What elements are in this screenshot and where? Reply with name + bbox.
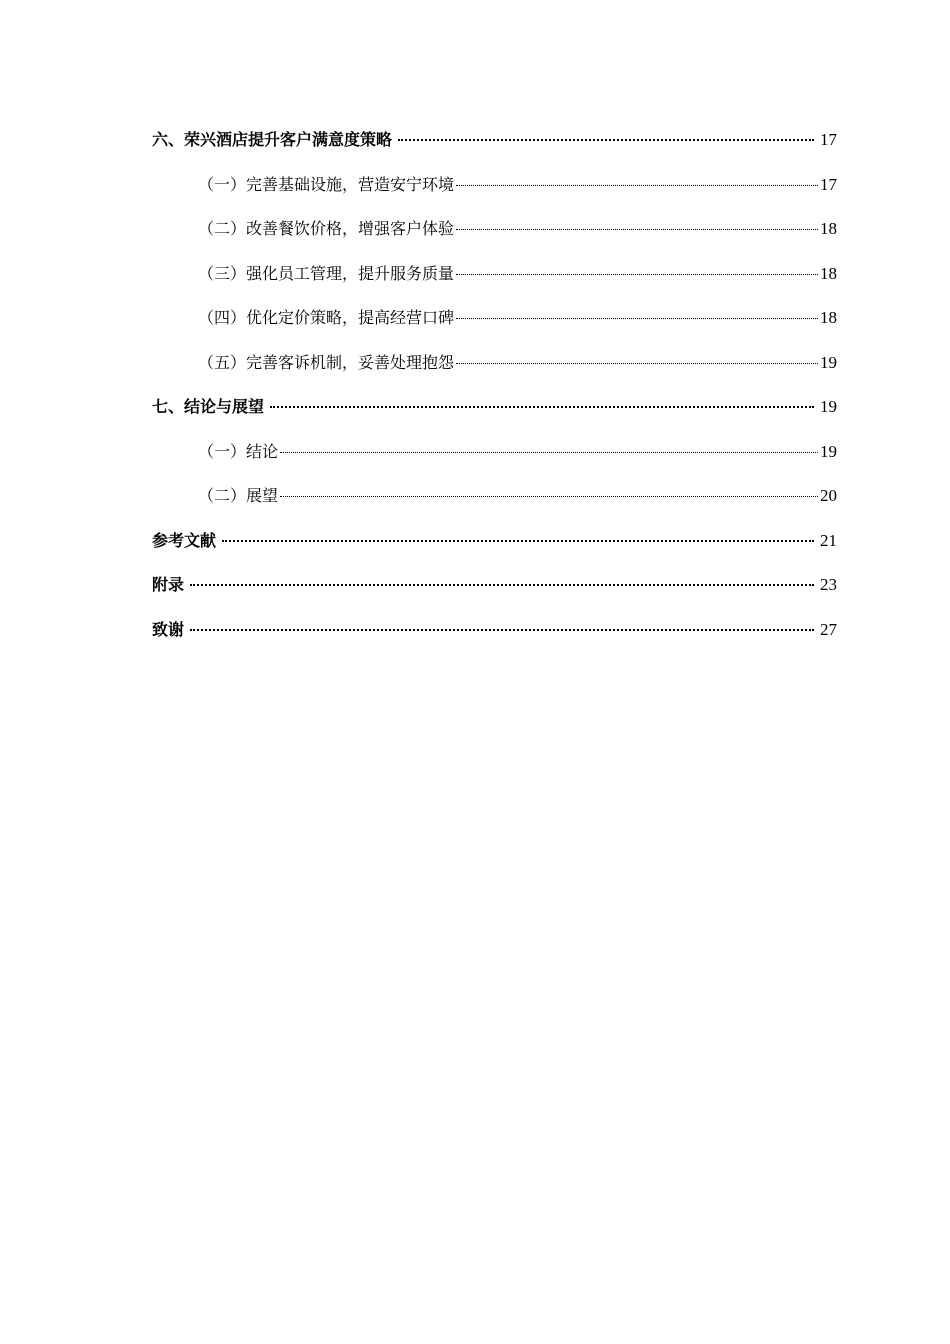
toc-entry-title: 致谢 [152, 619, 185, 639]
toc-entry-title: （二）展望 [198, 486, 279, 505]
toc-entry-section-6-4[interactable] [152, 302, 837, 347]
toc-entry-title: 六、荣兴酒店提升客户满意度策略 [152, 130, 393, 149]
toc-dot-leader [398, 137, 814, 141]
toc-entry-page: 21 [820, 530, 837, 550]
toc-entry-references[interactable] [152, 525, 837, 570]
toc-entry-title: （一）完善基础设施，营造安宁环境 [198, 174, 455, 194]
toc-entry-section-6[interactable] [152, 124, 837, 169]
toc-entry-page: 23 [820, 575, 837, 594]
toc-entry-page: 18 [820, 308, 837, 327]
toc-entry-page: 18 [820, 219, 837, 238]
toc-entry-title: （三）强化员工管理，提升服务质量 [198, 263, 455, 283]
toc-entry-title: 七、结论与展望 [152, 397, 265, 416]
toc-entry-title: 附录 [152, 575, 185, 594]
toc-dot-leader [456, 227, 818, 230]
toc-entry-title: 参考文献 [152, 530, 217, 550]
toc-entry-page: 20 [820, 486, 837, 505]
toc-entry-section-7-1[interactable] [152, 436, 837, 481]
toc-dot-leader [190, 582, 814, 586]
toc-dot-leader [190, 627, 814, 631]
toc-entry-section-6-5[interactable] [152, 347, 837, 392]
toc-dot-leader [456, 272, 818, 275]
toc-entry-page: 17 [820, 174, 837, 194]
toc-entry-section-6-2[interactable] [152, 213, 837, 258]
toc-dot-leader [280, 450, 818, 453]
toc-entry-section-7[interactable] [152, 391, 837, 436]
toc-dot-leader [222, 538, 814, 542]
toc-entry-section-6-3[interactable] [152, 258, 837, 303]
toc-dot-leader [280, 494, 818, 497]
toc-entry-acknowledgements[interactable] [152, 614, 837, 659]
toc-dot-leader [456, 316, 818, 319]
toc-entry-page: 19 [820, 441, 837, 461]
toc-dot-leader [456, 361, 818, 364]
toc-entry-appendix[interactable] [152, 569, 837, 614]
toc-entry-page: 18 [820, 263, 837, 283]
toc-entry-title: （五）完善客诉机制，妥善处理抱怨 [198, 352, 455, 372]
toc-entry-section-7-2[interactable] [152, 480, 837, 525]
toc-entry-section-6-1[interactable] [152, 169, 837, 214]
toc-entry-title: （四）优化定价策略，提高经营口碑 [198, 308, 455, 327]
toc-entry-title: （一）结论 [198, 441, 279, 461]
table-of-contents [152, 124, 837, 658]
toc-dot-leader [270, 404, 814, 408]
toc-entry-page: 27 [820, 619, 837, 639]
toc-entry-page: 19 [820, 397, 837, 416]
toc-entry-title: （二）改善餐饮价格，增强客户体验 [198, 219, 455, 238]
toc-entry-page: 19 [820, 352, 837, 372]
toc-dot-leader [456, 183, 818, 186]
toc-entry-page: 17 [820, 130, 837, 149]
